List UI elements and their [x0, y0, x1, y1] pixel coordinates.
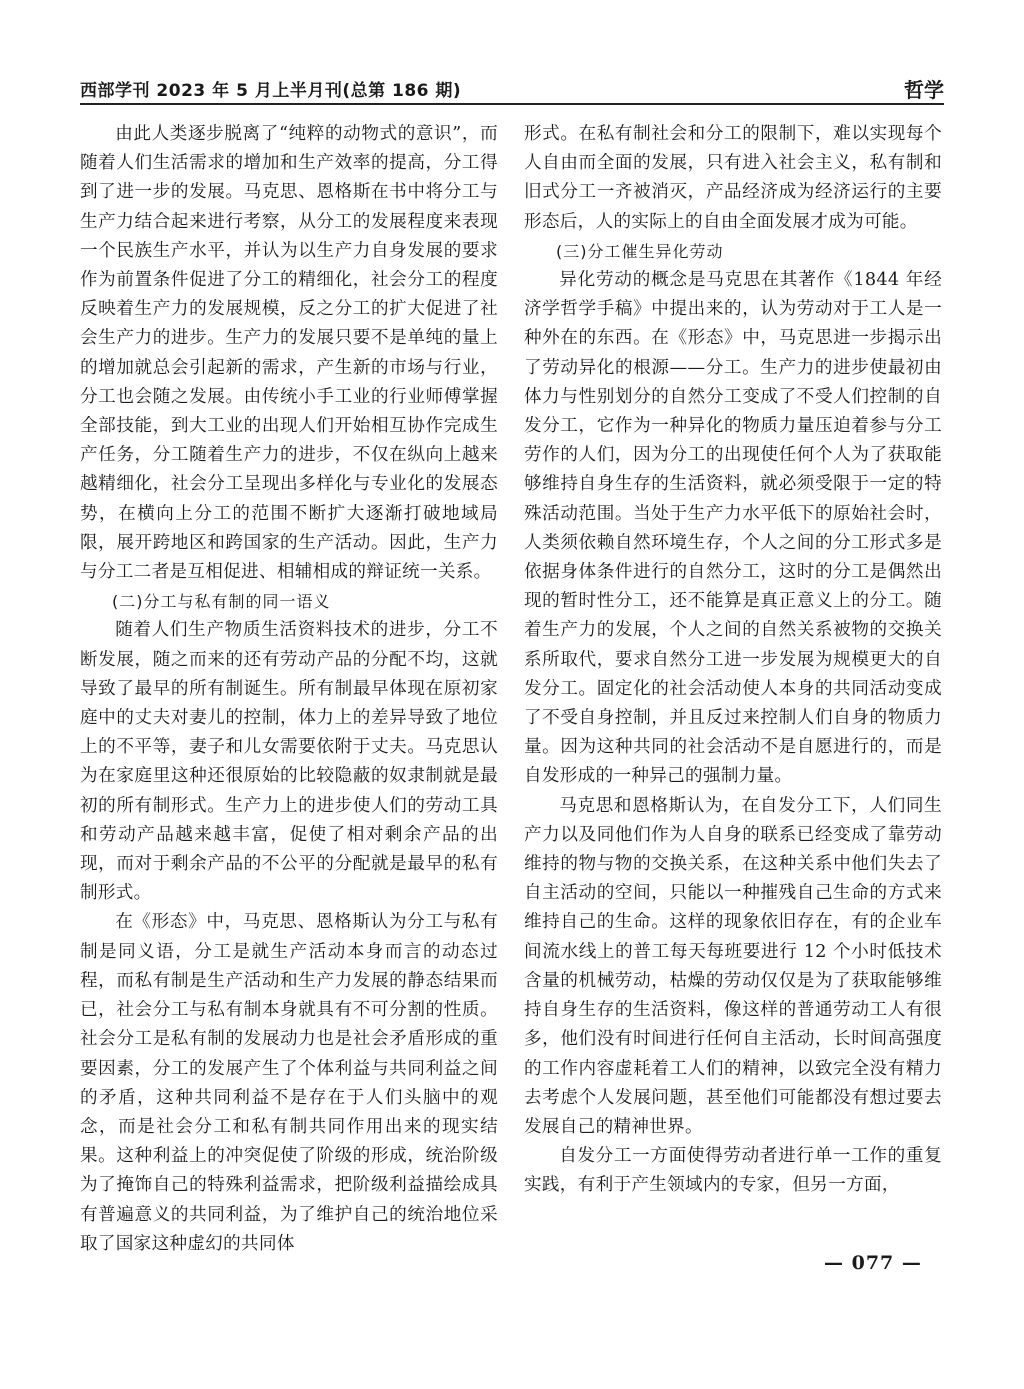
page-number: — 077 — [824, 1252, 922, 1274]
running-header [80, 74, 944, 104]
journal-title: 西部学刊 2023 年 5 月上半月刊(总第 186 期) [80, 81, 462, 101]
paragraph: 随着人们生产物质生活资料技术的进步，分工不断发展，随之而来的还有劳动产品的分配不均，这就导致了最早的所有制诞生。所有制最早体现在原初家庭中的丈夫对妻儿的控制，体力上的差异导致了地位上的不平等，妻子和儿女需要依附于丈夫。马克思认为在家庭里这种还很原始的比较隐蔽的奴隶制就是最初的所有制形式。生产力上的进步使人们的劳动工具和劳动产品越来越丰富，促使了相对剩余产品的出现，而对于剩余产品的不公平的分配就是最早的私有制形式。 [80, 620, 498, 904]
section-label: 哲学 [904, 78, 944, 102]
left-column [80, 120, 498, 1254]
header-rule [80, 103, 944, 105]
section-heading: (三)分工催生异化劳动 [556, 241, 724, 261]
paragraph: 在《形态》中，马克思、恩格斯认为分工与私有制是同义语，分工是就生产活动本身而言的动态过程，而私有制是生产活动和生产力发展的静态结果而已，社会分工与私有制本身就具有不可分割的性质。社会分工是私有制的发展动力也是社会矛盾形成的重要因素，分工的发展产生了个体利益与共同利益之间的矛盾，这种共同利益不是存在于人们头脑中的观念，而是社会分工和私有制共同作用出来的现实结果。这种利益上的冲突促使了阶级的形成，统治阶级为了掩饰自己的特殊利益需求，把阶级利益描绘成具有普遍意义的共同利益，为了维护自己的统治地位采取了国家这种虚幻的共同体 [80, 912, 498, 1254]
paragraph: 异化劳动的概念是马克思在其著作《1844 年经济学哲学手稿》中提出来的，认为劳动对于工人是一种外在的东西。在《形态》中，马克思进一步揭示出了劳动异化的根源——分工。生产力的进步使最初由体力与性别划分的自然分工变成了不受人们控制的自发分工，它作为一种异化的物质力量压迫着参与分工劳作的人们，因为分工的出现使任何个人为了获取能够维持自身生存的生活资料，就必须受限于一定的特殊活动范围。当处于生产力水平低下的原始社会时，人类须依赖自然环境生存，个人之间的分工形式多是依据身体条件进行的自然分工，这时的分工是偶然出现的暂时性分工，还不能算是真正意义上的分工。随着生产力的发展，个人之间的自然关系被物的交换关系所取代，要求自然分工进一步发展为规模更大的自发分工。固定化的社会活动使人本身的共同活动变成了不受自身控制，并且反过来控制人们自身的物质力量。因为这种共同的社会活动不是自愿进行的，而是自发形成的一种异己的强制力量。 [524, 270, 942, 787]
right-column [524, 120, 942, 1240]
paragraph: 由此人类逐步脱离了“纯粹的动物式的意识”，而随着人们生活需求的增加和生产效率的提高，分工得到了进一步的发展。马克思、恩格斯在书中将分工与生产力结合起来进行考察，从分工的发展程度来表现一个民族生产水平，并认为以生产力自身发展的要求作为前置条件促进了分工的精细化，社会分工的程度反映着生产力的发展规模，反之分工的扩大促进了社会生产力的进步。生产力的发展只要不是单纯的量上的增加就总会引起新的需求，产生新的市场与行业，分工也会随之发展。由传统小手工业的行业师傅掌握全部技能，到大工业的出现人们开始相互协作完成生产任务，分工随着生产力的进步，不仅在纵向上越来越精细化，社会分工呈现出多样化与专业化的发展态势，在横向上分工的范围不断扩大逐渐打破地域局限，展开跨地区和跨国家的生产活动。因此，生产力与分工二者是互相促进、相辅相成的辩证统一关系。 [80, 124, 498, 583]
paragraph: 自发分工一方面使得劳动者进行单一工作的重复实践，有利于产生领域内的专家，但另一方面， [524, 1146, 942, 1196]
paragraph-continued: 形式。在私有制社会和分工的限制下，难以实现每个人自由而全面的发展，只有进入社会主义，私有制和旧式分工一齐被消灭，产品经济成为经济运行的主要形态后，人的实际上的自由全面发展才成为可能。 [524, 124, 942, 232]
section-heading: (二)分工与私有制的同一语义 [112, 592, 331, 612]
paragraph: 马克思和恩格斯认为，在自发分工下，人们同生产力以及同他们作为人自身的联系已经变成了靠劳动维持的物与物的交换关系，在这种关系中他们失去了自主活动的空间，只能以一种摧残自己生命的方式来维持自己的生命。这样的现象依旧存在，有的企业车间流水线上的普工每天每班要进行 12 个小时低技术含量的机械劳动，枯燥的劳动仅仅是为了获取能够维持自身生存的生活资料，像这样的普通劳动工人有很多，他们没有时间进行任何自主活动，长时间高强度的工作内容虚耗着工人们的精神，以致完全没有精力去考虑个人发展问题，甚至他们可能都没有想过要去发展自己的精神世界。 [524, 795, 942, 1137]
